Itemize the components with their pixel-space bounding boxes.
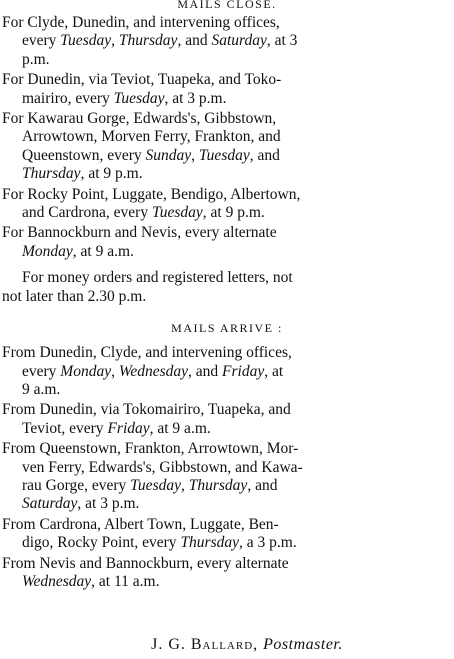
signature: [0, 636, 454, 654]
entry-text: , at 3: [266, 32, 298, 50]
mail-entry-line: [2, 186, 452, 204]
weekday: Friday: [107, 419, 150, 437]
money-order-note: [2, 269, 452, 306]
mail-entry-line: [2, 128, 452, 146]
entry-text: , at 9 a.m.: [72, 242, 134, 260]
mail-entry: [2, 516, 452, 553]
entry-text: From Dunedin, Clyde, and intervening offices,: [2, 344, 292, 362]
entry-text: For Dunedin, via Teviot, Tuapeka, and Toko-: [2, 71, 282, 89]
weekday: Tuesday: [198, 146, 250, 164]
mail-entry: [2, 555, 452, 592]
weekday: Wednesday: [22, 572, 92, 590]
mail-entry: [2, 224, 452, 261]
entry-text: From Nevis and Bannockburn, every alternate: [2, 554, 289, 572]
mail-entry-line: [2, 477, 452, 495]
entry-text: , at 11 a.m.: [91, 572, 160, 590]
entry-text: and Cardrona, every: [22, 204, 152, 222]
entry-text: every: [22, 362, 61, 380]
weekday: Saturday: [211, 32, 267, 50]
weekday: Monday: [22, 242, 73, 260]
entry-text: From Dunedin, via Tokomairiro, Tuapeka, and: [2, 401, 291, 419]
weekday: Wednesday: [118, 362, 189, 380]
mail-entry-line: [2, 147, 452, 165]
weekday: Tuesday: [113, 89, 165, 107]
postmaster-title: Postmaster.: [263, 636, 343, 653]
entry-text: , at: [264, 362, 284, 380]
mails-close-list: [2, 14, 452, 261]
entry-text: Teviot, every: [22, 419, 108, 437]
mail-entry-line: [2, 90, 452, 108]
mail-entry-line: [2, 51, 452, 69]
mail-entry: [2, 344, 452, 399]
mail-entry-line: [2, 555, 452, 573]
entry-text: For Rocky Point, Luggate, Bendigo, Albertown,: [2, 185, 301, 203]
mail-entry-line: [2, 573, 452, 591]
mail-entry-line: [2, 516, 452, 534]
entry-text: , at 3 p.m.: [164, 89, 227, 107]
mail-entry: [2, 71, 452, 108]
weekday: Monday: [60, 362, 112, 380]
money-order-note-line: For money orders and registered letters, not: [22, 269, 293, 287]
mail-entry: [2, 110, 452, 184]
entry-text: ,: [111, 362, 119, 380]
mail-entry-line: [2, 243, 452, 261]
weekday: Thursday: [22, 165, 81, 183]
mail-entry-line: [2, 440, 452, 458]
mail-entry-line: [2, 381, 452, 399]
weekday: Thursday: [188, 476, 248, 494]
mail-entry: [2, 401, 452, 438]
entry-text: , at 9 p.m.: [80, 165, 143, 183]
entry-text: For Kawarau Gorge, Edwards's, Gibbstown,: [2, 110, 277, 128]
weekday: Sunday: [145, 146, 192, 164]
weekday: Thursday: [118, 32, 178, 50]
weekday: Friday: [222, 362, 265, 380]
mail-entry-line: [2, 165, 452, 183]
mail-entry-line: [2, 110, 452, 128]
postmaster-name: J. G. Ballard,: [151, 636, 259, 653]
weekday: Tuesday: [130, 476, 181, 494]
entry-text: ,: [180, 476, 189, 494]
entry-text: , and: [188, 362, 223, 380]
entry-text: ,: [191, 146, 199, 164]
mail-entry: [2, 186, 452, 223]
mail-entry-line: [2, 420, 452, 438]
mail-entry: [2, 14, 452, 69]
weekday: Thursday: [180, 534, 240, 552]
entry-text: , and: [247, 476, 278, 494]
weekday: Saturday: [22, 495, 78, 513]
mail-notice: [2, 0, 452, 593]
entry-text: For Bannockburn and Nevis, every alternate: [2, 224, 277, 242]
entry-text: every: [22, 32, 61, 50]
mail-entry-line: [2, 204, 452, 222]
entry-text: Arrowtown, Morven Ferry, Frankton, and: [22, 128, 281, 146]
mail-entry: [2, 440, 452, 514]
entry-text: , and: [177, 32, 212, 50]
mail-entry-line: [2, 534, 452, 552]
mail-entry-line: [2, 14, 452, 32]
entry-text: From Queenstown, Frankton, Arrowtown, Mor-: [2, 440, 299, 458]
entry-text: , a 3 p.m.: [239, 534, 297, 552]
mail-entry-line: [2, 71, 452, 89]
entry-text: digo, Rocky Point, every: [22, 534, 181, 552]
mail-entry-line: [2, 459, 452, 477]
entry-text: From Cardrona, Albert Town, Luggate, Ben-: [2, 515, 279, 533]
mails-arrive-list: [2, 344, 452, 591]
mails-arrive-heading: MAILS ARRIVE :: [171, 321, 283, 336]
entry-text: , and: [249, 146, 280, 164]
mails-close-heading: MAILS CLOSE.: [177, 0, 277, 11]
entry-text: For Clyde, Dunedin, and intervening offices,: [2, 14, 280, 31]
entry-text: ,: [111, 32, 119, 50]
mail-entry-line: [2, 401, 452, 419]
weekday: Tuesday: [60, 32, 112, 50]
mail-entry-line: [2, 344, 452, 362]
entry-text: p.m.: [22, 50, 50, 68]
weekday: Tuesday: [151, 204, 203, 222]
mail-entry-line: [2, 32, 452, 50]
entry-text: rau Gorge, every: [22, 476, 131, 494]
entry-text: mairiro, every: [22, 89, 114, 107]
entry-text: ven Ferry, Edwards's, Gibbstown, and Kawa-: [22, 458, 303, 476]
mail-entry-line: [2, 224, 452, 242]
money-order-note-line: not later than 2.30 p.m.: [2, 287, 147, 305]
entry-text: Queenstown, every: [22, 146, 146, 164]
entry-text: , at 9 p.m.: [202, 204, 265, 222]
entry-text: 9 a.m.: [22, 380, 61, 398]
mail-entry-line: [2, 363, 452, 381]
entry-text: , at 3 p.m.: [77, 495, 140, 513]
mail-entry-line: [2, 495, 452, 513]
entry-text: , at 9 a.m.: [149, 419, 211, 437]
